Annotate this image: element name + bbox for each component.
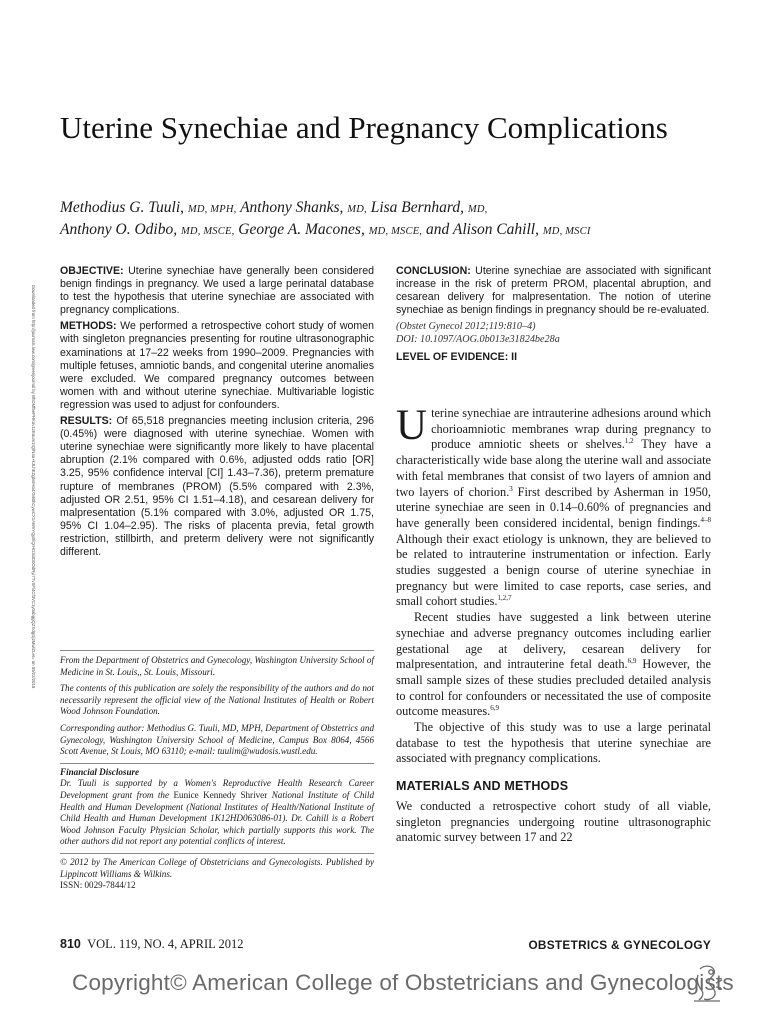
reference-superscript[interactable]: 3 (509, 484, 513, 493)
issn: ISSN: 0029-7844/12 (60, 880, 136, 891)
body-text: They have a characteristically wide base along the uterine wall and associate with fetal membranes that consist of two layers of amnion and two layers of chorion. (396, 437, 712, 499)
affiliation-notes (60, 650, 374, 892)
conclusion-text: Uterine synechiae are associated with significant increase in the risk of preterm PROM, placental abruption, and cesarean delivery for malpresentation. The notion of uterine synechiae as benign findings in pregnancy should be re-evaluated. (396, 265, 711, 317)
author-degree: MD, MSCE, (368, 226, 423, 237)
reference-superscript[interactable]: 1,2,7 (497, 594, 512, 603)
reference-superscript[interactable]: 4–8 (700, 515, 711, 524)
journal-name: OBSTETRICS & GYNECOLOGY (528, 938, 711, 952)
copyright-watermark: Copyright© American College of Obstetricians and Gynecologists (72, 970, 734, 995)
abstract-methods (60, 320, 374, 412)
body-paragraph (396, 402, 712, 610)
fd-grant-name: Eunice Kennedy Shriver (173, 789, 268, 800)
reference-superscript[interactable]: 1,2 (624, 437, 634, 446)
results-label: RESULTS: (60, 415, 113, 428)
level-of-evidence: LEVEL OF EVIDENCE: II (396, 351, 518, 364)
article-title: Uterine Synechiae and Pregnancy Complications (60, 110, 668, 145)
issue-info: VOL. 119, NO. 4, APRIL 2012 (87, 937, 244, 951)
section-heading: MATERIALS AND METHODS (396, 779, 569, 794)
reference-superscript[interactable]: 6,9 (627, 657, 637, 666)
doi-link[interactable]: DOI: 10.1097/AOG.0b013e31824be28a (396, 334, 560, 346)
drop-cap: U (396, 402, 428, 449)
author-name: Lisa Bernhard, (370, 199, 464, 216)
body-paragraph: We conducted a retrospective cohort study of all viable, singleton pregnancies undergoing routine ultrasonographic anatomic survey between 17 and 22 (396, 798, 711, 845)
abstract-conclusion (396, 265, 711, 317)
author-degree: MD, MPH, (187, 204, 237, 215)
body-text: First described by Asherman in 1950, uterine synechiae are seen in 0.14–0.60% of pregnancies and have generally been considered incidental, benign findings. (396, 484, 711, 530)
abstract-right-column (396, 265, 711, 364)
article-body (396, 402, 712, 846)
author-degree: MD, (467, 204, 488, 215)
author-name: Anthony Shanks, (240, 199, 344, 216)
reference-superscript[interactable]: 6,9 (490, 704, 499, 713)
conclusion-label: CONCLUSION: (396, 265, 471, 277)
objective-text: Uterine synechiae have generally been considered benign findings in pregnancy. We used a large perinatal database to test the hypothesis that uterine synechiae are associated with pregnancy complications. (60, 265, 374, 317)
financial-disclosure-heading: Financial Disclosure (60, 763, 374, 779)
body-paragraph (396, 610, 711, 720)
abstract-results (60, 415, 374, 559)
author-degree: MD, (347, 204, 367, 215)
methods-label: METHODS: (60, 320, 117, 333)
fd-text-part: National Institute of Child Health and Human Development (National Institutes of Health/National Institute of Child Health and Human Development 1K12HD063086-01). Dr. Cahill is a Robert Wood Johnson Faculty Physician Scholar, which partially supports this work. The other authors did not report any potential conflicts of interest. (60, 789, 374, 847)
body-text: Recent studies have suggested a link between uterine synechiae and adverse pregnancy outcomes including earlier gestational age at delivery, cesarean delivery for malpresentation, and intrauterine fetal death. (396, 610, 711, 672)
author-name: Methodius G. Tuuli, (60, 199, 185, 216)
download-watermark (28, 285, 36, 790)
body-text: Although their exact etiology is unknown, they are believed to be related to intrauterine instrumentation or infection. Early studies suggested a benign course of uterine synechiae in pregnancy but were limited to case reports, case series, and small cohort studies. (396, 531, 711, 609)
page-footer-left (60, 937, 243, 952)
author-degree: MD, MSCE, (180, 226, 235, 237)
journal-citation: (Obstet Gynecol 2012;119:810–4) (396, 321, 536, 333)
department-affiliation: From the Department of Obstetrics and Gynecology, Washington University School of Medicine in St. Louis,, St. Louis, Missouri. (60, 655, 374, 677)
corresponding-author: Corresponding author: Methodius G. Tuuli, MD, MPH, Department of Obstetrics and Gynecology, Washington University School of Medicine, Campus Box 8064, 4566 Scott Avenue, St Louis, MO 63110; e-mail: tuulim@wudosis.wustl.edu. (60, 722, 374, 757)
author-name: Anthony O. Odibo, (60, 221, 178, 238)
page-number: 810 (60, 937, 81, 951)
body-text: terine synechiae are intrauterine adhesions around which chorioamniotic membranes wrap during pregnancy to produce amniotic sheets or shelves. (431, 406, 711, 452)
disclaimer-note: The contents of this publication are solely the responsibility of the authors and do not necessarily represent the official view of the National Institutes of Health or Robert Wood Johnson Foundation. (60, 683, 374, 717)
author-name: and Alison Cahill, (426, 221, 539, 238)
results-text: Of 65,518 pregnancies meeting inclusion criteria, 296 (0.45%) were diagnosed with uterine synechiae. Women with uterine synechiae were significantly more likely to have placental abruption (2.1% compared with 0.6%, adjusted odds ratio [OR] 3.25, 95% confidence interval [CI] 1.43–7.36), preterm premature rupture of membranes (PROM) (5.5% compared with 2.3%, adjusted OR 2.51, 95% CI 1.51–4.18), and cesarean delivery for malpresentation (5.1% compared with 3.0%, adjusted OR 1.75, 95% CI 1.04–2.95). The risks of placenta previa, fetal growth restriction, stillbirth, and preterm delivery were not significantly different. (60, 415, 374, 558)
abstract-objective (60, 265, 374, 317)
objective-label: OBJECTIVE: (60, 265, 124, 277)
author-degree: MD, MSCI (542, 226, 591, 237)
acog-seal-icon (690, 963, 726, 1005)
financial-disclosure-text (60, 778, 374, 848)
author-name: George A. Macones, (238, 221, 365, 238)
copyright-note: © 2012 by The American College of Obstetricians and Gynecologists. Published by Lippincott Williams & Wilkins. (60, 853, 374, 880)
body-text: However, the small sample sizes of these studies precluded detailed analysis to control for confounders or necessitated the use of composite outcome measures. (396, 657, 711, 719)
download-watermark-text: Downloaded from http://journals.lww.com/greenjournal by BhDMf5ePHKav1zEoum1tQfN4a+kJLhEZgbsIHo4XMi0hCywCX1AWnYQp/IlQrHD3i3D0OdRyi7TvSFl4Cf3VC1y0abggQZXdgGj2MwlZLeI= on 09/22/2018 (31, 285, 36, 689)
abstract-left-column (60, 265, 374, 562)
body-paragraph: The objective of this study was to use a large perinatal database to test the hypothesis that uterine synechiae are associated with pregnancy complications. (396, 720, 711, 766)
methods-text: We performed a retrospective cohort study of women with singleton pregnancies presenting for routine ultrasonographic examinations at 17–22 weeks from 1990–2009. Pregnancies with multiple fetuses, amniotic bands, and congenital uterine anomalies were excluded. We compared pregnancy outcomes between women with and without uterine synechiae. Multivariable logistic regression was used to adjust for confounders. (60, 320, 374, 411)
fd-text-part: Dr. Tuuli is supported by a Women's Reproductive Health Research Career Development grant from the (60, 778, 374, 800)
author-list (60, 198, 720, 242)
